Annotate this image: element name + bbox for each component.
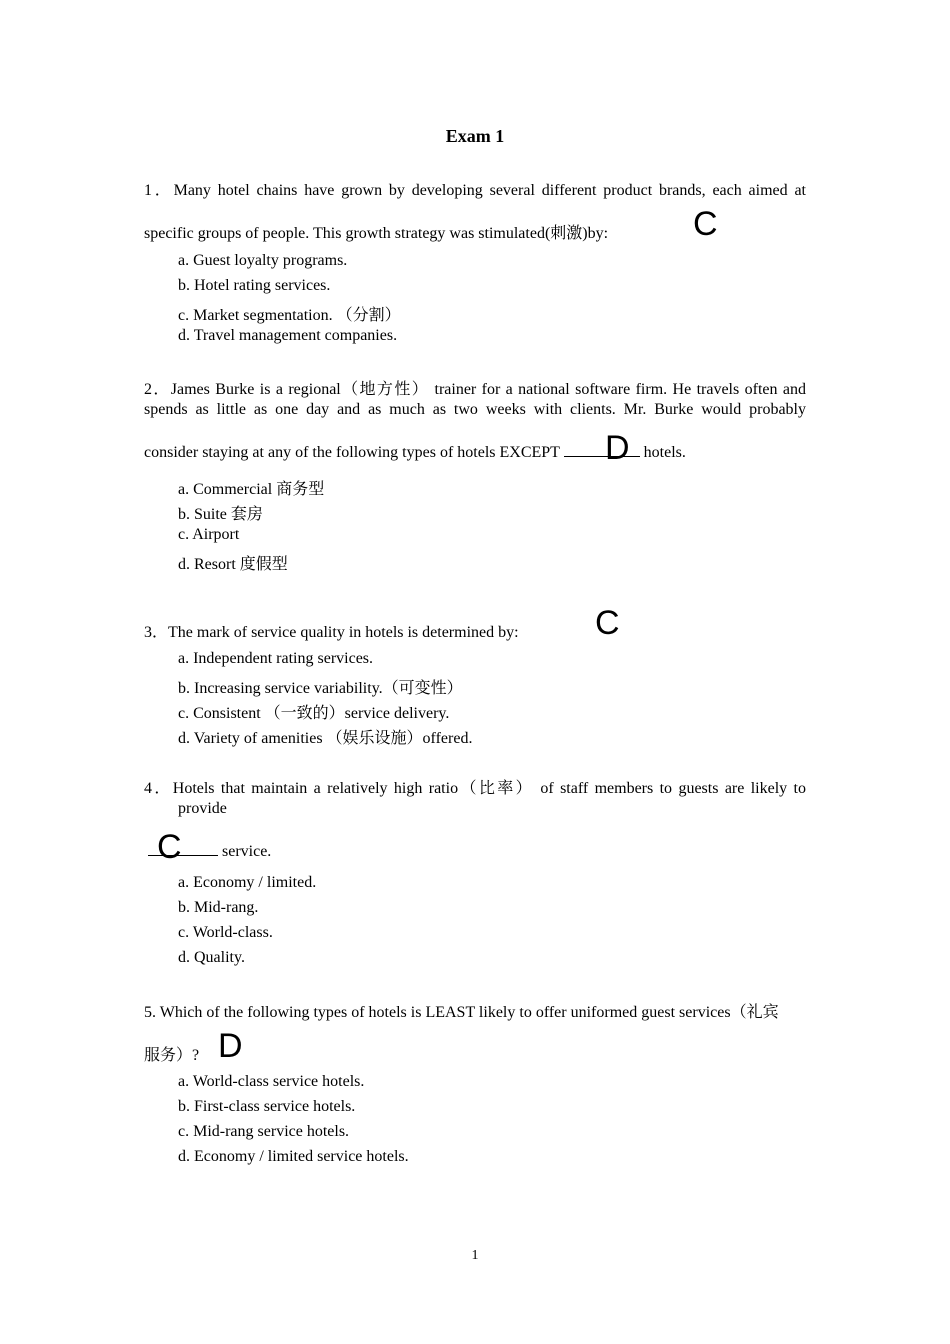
question-3-option-b: b. Increasing service variability.（可变性） [178,680,463,697]
question-4-handwritten-answer: C [157,828,182,866]
question-3-option-a: a. Independent rating services. [178,650,374,667]
question-2-handwritten-answer: D [605,429,630,467]
question-1-option-b: b. Hotel rating services. [178,277,331,294]
question-5-option-d: d. Economy / limited service hotels. [178,1148,409,1165]
question-3-text-line-1: 3．The mark of service quality in hotels is determined by: [144,624,519,641]
question-1-text-line-1: 1．Many hotel chains have grown by developing several different product brands, each aimed at [144,182,806,199]
question-2-option-b: b. Suite 套房 [178,506,263,523]
question-4-text-line-1: 4．Hotels that maintain a relatively high ratio（比率） of staff members to guests are likely to [144,780,806,797]
question-5-option-c: c. Mid-rang service hotels. [178,1123,350,1140]
question-3-option-d: d. Variety of amenities （娱乐设施）offered. [178,730,473,747]
question-1-option-c: c. Market segmentation. （分割） [178,307,401,324]
question-4-option-c: c. World-class. [178,924,273,941]
question-2-option-a: a. Commercial 商务型 [178,481,325,498]
question-2-option-d: d. Resort 度假型 [178,556,288,573]
question-5-text-line-2: 服务）? [144,1047,200,1064]
question-1-option-d: d. Travel management companies. [178,327,398,344]
question-4-line-3-suffix: service. [222,843,272,860]
question-2-line-3-prefix: consider staying at any of the following types of hotels EXCEPT [144,444,560,461]
question-1-text-line-2: specific groups of people. This growth strategy was stimulated(刺激)by: [144,225,609,242]
question-2-line-3-suffix: hotels. [643,444,686,461]
question-4-option-b: b. Mid-rang. [178,899,259,916]
page-title: Exam 1 [445,126,505,146]
question-2-option-c: c. Airport [178,526,240,543]
question-4-text-line-2: provide [178,800,227,817]
question-3-option-c: c. Consistent （一致的）service delivery. [178,705,450,722]
question-5-option-a: a. World-class service hotels. [178,1073,365,1090]
question-3-handwritten-answer: C [595,604,620,642]
question-4-option-d: d. Quality. [178,949,245,966]
question-5-handwritten-answer: D [218,1027,243,1065]
question-5-text-line-1: 5. Which of the following types of hotels is LEAST likely to offer uniformed guest services（礼宾 [144,1004,779,1021]
question-2-text-line-1: 2．James Burke is a regional（地方性） trainer for a national software firm. He travels often and [144,381,806,398]
question-1-handwritten-answer: C [693,205,718,243]
page-number: 1 [471,1248,479,1263]
question-1-option-a: a. Guest loyalty programs. [178,252,348,269]
question-2-text-line-2: spends as little as one day and as much as two weeks with clients. Mr. Burke would probably [144,401,806,418]
question-5-option-b: b. First-class service hotels. [178,1098,356,1115]
question-4-option-a: a. Economy / limited. [178,874,317,891]
